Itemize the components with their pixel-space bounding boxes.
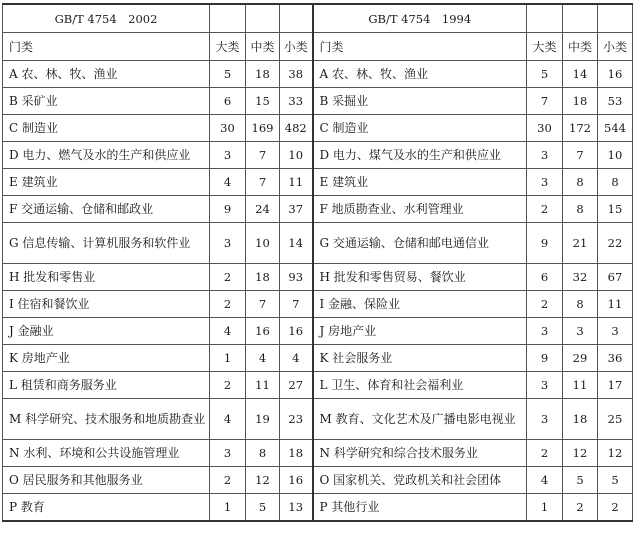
right-minor-count-cell: 53 <box>598 88 633 115</box>
right-header-major: 大类 <box>527 33 563 61</box>
right-header-minor: 小类 <box>598 33 633 61</box>
left-medium-count-cell: 15 <box>246 88 280 115</box>
left-minor-count-cell: 7 <box>280 291 313 318</box>
right-minor-count-cell: 17 <box>598 372 633 399</box>
right-standard-blank <box>598 4 633 33</box>
column-header-row <box>3 33 633 61</box>
right-category-cell: P 其他行业 <box>313 494 527 522</box>
right-medium-count-cell: 8 <box>563 291 598 318</box>
right-category-cell: B 采掘业 <box>313 88 527 115</box>
right-major-count-cell: 3 <box>527 142 563 169</box>
right-minor-count-cell: 12 <box>598 440 633 467</box>
right-medium-count-cell: 3 <box>563 318 598 345</box>
right-medium-count-cell: 18 <box>563 88 598 115</box>
left-major-count-cell: 30 <box>210 115 246 142</box>
left-category-cell: I 住宿和餐饮业 <box>3 291 210 318</box>
left-standard-title: GB/T 4754 2002 <box>3 4 210 33</box>
left-major-count-cell: 3 <box>210 223 246 264</box>
left-minor-count-cell: 33 <box>280 88 313 115</box>
left-minor-count-cell: 11 <box>280 169 313 196</box>
left-major-count-cell: 1 <box>210 494 246 522</box>
left-major-count-cell: 6 <box>210 88 246 115</box>
left-minor-count-cell: 38 <box>280 61 313 88</box>
left-minor-count-cell: 18 <box>280 440 313 467</box>
right-medium-count-cell: 21 <box>563 223 598 264</box>
right-medium-count-cell: 7 <box>563 142 598 169</box>
left-medium-count-cell: 7 <box>246 169 280 196</box>
table-row <box>3 223 633 264</box>
left-medium-count-cell: 12 <box>246 467 280 494</box>
left-major-count-cell: 3 <box>210 440 246 467</box>
table-row <box>3 372 633 399</box>
left-standard-blank <box>210 4 246 33</box>
left-major-count-cell: 2 <box>210 372 246 399</box>
left-major-count-cell: 9 <box>210 196 246 223</box>
right-minor-count-cell: 16 <box>598 61 633 88</box>
left-header-major: 大类 <box>210 33 246 61</box>
right-category-cell: J 房地产业 <box>313 318 527 345</box>
left-category-cell: B 采矿业 <box>3 88 210 115</box>
left-major-count-cell: 2 <box>210 467 246 494</box>
left-major-count-cell: 1 <box>210 345 246 372</box>
table-row <box>3 115 633 142</box>
table-row <box>3 494 633 522</box>
left-medium-count-cell: 24 <box>246 196 280 223</box>
left-category-cell: C 制造业 <box>3 115 210 142</box>
table-row <box>3 440 633 467</box>
right-medium-count-cell: 172 <box>563 115 598 142</box>
right-major-count-cell: 30 <box>527 115 563 142</box>
left-category-cell: D 电力、燃气及水的生产和供应业 <box>3 142 210 169</box>
left-major-count-cell: 3 <box>210 142 246 169</box>
right-medium-count-cell: 2 <box>563 494 598 522</box>
right-medium-count-cell: 14 <box>563 61 598 88</box>
right-medium-count-cell: 29 <box>563 345 598 372</box>
right-major-count-cell: 1 <box>527 494 563 522</box>
left-minor-count-cell: 37 <box>280 196 313 223</box>
right-category-cell: F 地质勘查业、水利管理业 <box>313 196 527 223</box>
left-medium-count-cell: 169 <box>246 115 280 142</box>
right-major-count-cell: 5 <box>527 61 563 88</box>
right-major-count-cell: 2 <box>527 291 563 318</box>
left-minor-count-cell: 23 <box>280 399 313 440</box>
table-row <box>3 318 633 345</box>
right-major-count-cell: 2 <box>527 440 563 467</box>
right-category-cell: A 农、林、牧、渔业 <box>313 61 527 88</box>
table-row <box>3 88 633 115</box>
right-major-count-cell: 6 <box>527 264 563 291</box>
right-medium-count-cell: 12 <box>563 440 598 467</box>
right-header-medium: 中类 <box>563 33 598 61</box>
right-major-count-cell: 3 <box>527 399 563 440</box>
left-standard-blank <box>246 4 280 33</box>
left-category-cell: O 居民服务和其他服务业 <box>3 467 210 494</box>
right-medium-count-cell: 18 <box>563 399 598 440</box>
right-major-count-cell: 3 <box>527 318 563 345</box>
right-medium-count-cell: 8 <box>563 196 598 223</box>
right-category-cell: E 建筑业 <box>313 169 527 196</box>
left-major-count-cell: 2 <box>210 264 246 291</box>
standard-header-row <box>3 4 633 33</box>
left-minor-count-cell: 27 <box>280 372 313 399</box>
left-major-count-cell: 2 <box>210 291 246 318</box>
right-major-count-cell: 9 <box>527 223 563 264</box>
left-major-count-cell: 4 <box>210 169 246 196</box>
left-category-cell: P 教育 <box>3 494 210 522</box>
right-header-category: 门类 <box>313 33 527 61</box>
left-major-count-cell: 4 <box>210 399 246 440</box>
left-medium-count-cell: 16 <box>246 318 280 345</box>
right-minor-count-cell: 544 <box>598 115 633 142</box>
left-minor-count-cell: 13 <box>280 494 313 522</box>
right-minor-count-cell: 3 <box>598 318 633 345</box>
left-category-cell: N 水利、环境和公共设施管理业 <box>3 440 210 467</box>
left-medium-count-cell: 18 <box>246 264 280 291</box>
right-category-cell: C 制造业 <box>313 115 527 142</box>
right-minor-count-cell: 10 <box>598 142 633 169</box>
left-minor-count-cell: 93 <box>280 264 313 291</box>
left-medium-count-cell: 4 <box>246 345 280 372</box>
right-standard-title: GB/T 4754 1994 <box>313 4 527 33</box>
table-row <box>3 399 633 440</box>
right-minor-count-cell: 25 <box>598 399 633 440</box>
right-major-count-cell: 3 <box>527 169 563 196</box>
table-row <box>3 345 633 372</box>
right-category-cell: O 国家机关、党政机关和社会团体 <box>313 467 527 494</box>
right-standard-blank <box>527 4 563 33</box>
left-category-cell: G 信息传输、计算机服务和软件业 <box>3 223 210 264</box>
left-minor-count-cell: 4 <box>280 345 313 372</box>
left-category-cell: A 农、林、牧、渔业 <box>3 61 210 88</box>
left-category-cell: K 房地产业 <box>3 345 210 372</box>
right-category-cell: M 教育、文化艺术及广播电影电视业 <box>313 399 527 440</box>
right-category-cell: N 科学研究和综合技术服务业 <box>313 440 527 467</box>
right-category-cell: L 卫生、体育和社会福利业 <box>313 372 527 399</box>
right-medium-count-cell: 5 <box>563 467 598 494</box>
right-major-count-cell: 7 <box>527 88 563 115</box>
right-minor-count-cell: 8 <box>598 169 633 196</box>
left-header-category: 门类 <box>3 33 210 61</box>
right-medium-count-cell: 32 <box>563 264 598 291</box>
left-minor-count-cell: 16 <box>280 467 313 494</box>
right-category-cell: K 社会服务业 <box>313 345 527 372</box>
left-medium-count-cell: 11 <box>246 372 280 399</box>
classification-comparison-table <box>2 3 633 522</box>
left-category-cell: F 交通运输、仓储和邮政业 <box>3 196 210 223</box>
left-medium-count-cell: 10 <box>246 223 280 264</box>
left-major-count-cell: 4 <box>210 318 246 345</box>
right-minor-count-cell: 15 <box>598 196 633 223</box>
right-minor-count-cell: 11 <box>598 291 633 318</box>
table-row <box>3 264 633 291</box>
left-minor-count-cell: 14 <box>280 223 313 264</box>
left-category-cell: E 建筑业 <box>3 169 210 196</box>
right-standard-blank <box>563 4 598 33</box>
left-category-cell: J 金融业 <box>3 318 210 345</box>
left-medium-count-cell: 8 <box>246 440 280 467</box>
table-row <box>3 169 633 196</box>
left-medium-count-cell: 7 <box>246 142 280 169</box>
left-minor-count-cell: 482 <box>280 115 313 142</box>
right-major-count-cell: 9 <box>527 345 563 372</box>
left-standard-blank <box>280 4 313 33</box>
left-minor-count-cell: 16 <box>280 318 313 345</box>
left-medium-count-cell: 19 <box>246 399 280 440</box>
left-header-medium: 中类 <box>246 33 280 61</box>
right-medium-count-cell: 11 <box>563 372 598 399</box>
table-row <box>3 291 633 318</box>
left-header-minor: 小类 <box>280 33 313 61</box>
right-minor-count-cell: 2 <box>598 494 633 522</box>
right-category-cell: G 交通运输、仓储和邮电通信业 <box>313 223 527 264</box>
left-minor-count-cell: 10 <box>280 142 313 169</box>
right-minor-count-cell: 22 <box>598 223 633 264</box>
table-row <box>3 467 633 494</box>
right-category-cell: H 批发和零售贸易、餐饮业 <box>313 264 527 291</box>
right-minor-count-cell: 36 <box>598 345 633 372</box>
table-row <box>3 196 633 223</box>
right-medium-count-cell: 8 <box>563 169 598 196</box>
right-major-count-cell: 3 <box>527 372 563 399</box>
right-major-count-cell: 2 <box>527 196 563 223</box>
left-major-count-cell: 5 <box>210 61 246 88</box>
left-medium-count-cell: 5 <box>246 494 280 522</box>
right-category-cell: I 金融、保险业 <box>313 291 527 318</box>
left-medium-count-cell: 7 <box>246 291 280 318</box>
right-minor-count-cell: 67 <box>598 264 633 291</box>
left-category-cell: H 批发和零售业 <box>3 264 210 291</box>
table-row <box>3 61 633 88</box>
left-category-cell: L 租赁和商务服务业 <box>3 372 210 399</box>
right-category-cell: D 电力、煤气及水的生产和供应业 <box>313 142 527 169</box>
right-major-count-cell: 4 <box>527 467 563 494</box>
left-category-cell: M 科学研究、技术服务和地质勘查业 <box>3 399 210 440</box>
left-medium-count-cell: 18 <box>246 61 280 88</box>
right-minor-count-cell: 5 <box>598 467 633 494</box>
table-row <box>3 142 633 169</box>
